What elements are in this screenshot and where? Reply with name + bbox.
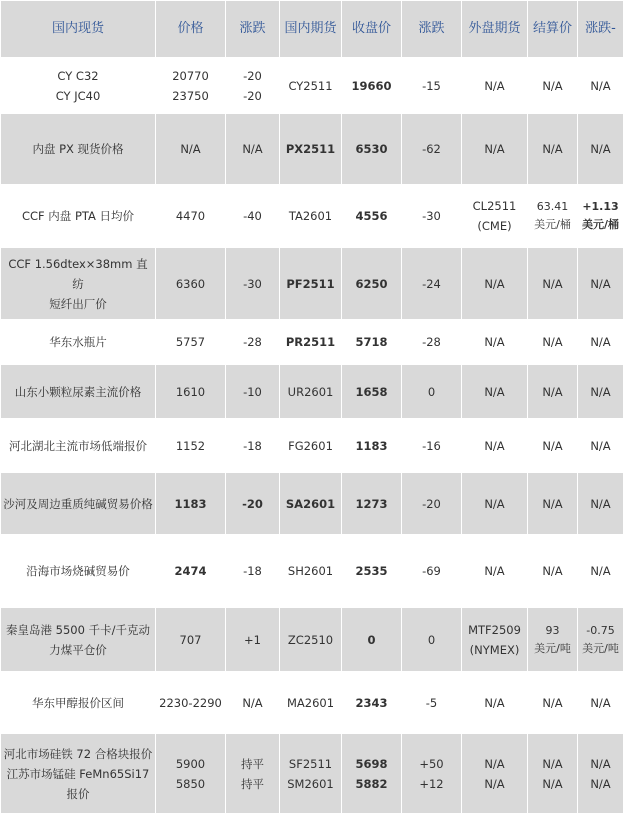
cell-line: N/A: [590, 564, 610, 578]
header-domestic-spot: 国内现货: [1, 1, 156, 58]
cell-line: -30: [422, 209, 441, 223]
cell-settle-price: [528, 473, 578, 535]
cell-spot-change: [226, 473, 280, 535]
cell-spot-price: [156, 672, 226, 734]
cell-line: 河北市场硅铁 72 合格块报价: [4, 747, 152, 761]
cell-spot-price: [156, 114, 226, 185]
cell-futures-code: [280, 734, 342, 814]
cell-settle-price: [528, 320, 578, 365]
cell-line: UR2601: [288, 385, 334, 399]
cell-line: -20: [243, 69, 262, 83]
header-change: 涨跌: [226, 1, 280, 58]
cell-spot-change: [226, 608, 280, 672]
cell-spot-price: [156, 365, 226, 419]
cell-futures-code: [280, 608, 342, 672]
table-row: [1, 320, 623, 365]
cell-line: 20770: [172, 69, 209, 83]
cell-line: 短纤出厂价: [49, 297, 107, 311]
cell-line: N/A: [484, 757, 504, 771]
cell-line: PF2511: [286, 277, 334, 291]
cell-futures-close: [342, 419, 402, 473]
cell-line: 1152: [176, 439, 205, 453]
cell-overseas-code: [462, 672, 528, 734]
cell-line: 6530: [355, 142, 387, 156]
cell-futures-change: [402, 473, 462, 535]
cell-spot-change: [226, 58, 280, 114]
cell-line: -0.75: [586, 624, 614, 637]
cell-line: FG2601: [288, 439, 333, 453]
cell-line: 5698: [355, 757, 387, 771]
cell-futures-code: [280, 365, 342, 419]
cell-spot-name: [1, 114, 156, 185]
cell-futures-close: [342, 365, 402, 419]
cell-futures-code: [280, 419, 342, 473]
cell-futures-change: [402, 365, 462, 419]
cell-line: N/A: [590, 696, 610, 710]
cell-spot-name: [1, 672, 156, 734]
cell-line: N/A: [180, 142, 200, 156]
cell-line: -16: [422, 439, 441, 453]
cell-line: N/A: [484, 497, 504, 511]
cell-line: -24: [422, 277, 441, 291]
cell-settle-price: [528, 248, 578, 320]
cell-line: 秦皇岛港 5500 千卡/千克动: [6, 623, 150, 637]
header-futures-change: 涨跌: [402, 1, 462, 58]
cell-line: N/A: [484, 79, 504, 93]
cell-line: (NYMEX): [470, 643, 520, 657]
cell-line: -20: [243, 89, 262, 103]
cell-line: N/A: [484, 277, 504, 291]
cell-spot-price: [156, 185, 226, 248]
cell-line: N/A: [484, 696, 504, 710]
cell-line: N/A: [590, 385, 610, 399]
cell-line: 23750: [172, 89, 209, 103]
cell-line: N/A: [484, 564, 504, 578]
cell-line: 沙河及周边重质纯碱贸易价格: [3, 497, 153, 511]
cell-spot-change: [226, 185, 280, 248]
cell-line: 持平: [241, 757, 264, 771]
cell-spot-price: [156, 473, 226, 535]
cell-line: SF2511: [289, 757, 332, 771]
cell-line: N/A: [484, 777, 504, 791]
cell-line: CL2511: [473, 199, 517, 213]
cell-line: 93: [546, 624, 560, 637]
cell-line: N/A: [590, 439, 610, 453]
cell-spot-price: [156, 320, 226, 365]
cell-futures-code: [280, 672, 342, 734]
cell-line: 沿海市场烧碱贸易价: [26, 564, 130, 578]
cell-spot-change: [226, 734, 280, 814]
cell-line: 5900: [176, 757, 205, 771]
cell-line: 美元/吨: [582, 642, 619, 655]
header-domestic-futures: 国内期货: [280, 1, 342, 58]
cell-overseas-code: [462, 320, 528, 365]
cell-spot-name: [1, 608, 156, 672]
cell-line: 河北湖北主流市场低端报价: [9, 439, 147, 453]
cell-spot-name: [1, 185, 156, 248]
cell-spot-price: [156, 58, 226, 114]
cell-futures-close: [342, 608, 402, 672]
cell-spot-price: [156, 419, 226, 473]
cell-spot-name: [1, 58, 156, 114]
cell-futures-code: [280, 248, 342, 320]
cell-futures-change: [402, 419, 462, 473]
cell-line: N/A: [542, 757, 562, 771]
cell-line: N/A: [484, 385, 504, 399]
cell-settle-change: [578, 535, 623, 608]
cell-line: -62: [422, 142, 441, 156]
cell-line: N/A: [542, 335, 562, 349]
cell-overseas-code: [462, 58, 528, 114]
cell-futures-close: [342, 248, 402, 320]
cell-line: CY C32: [57, 69, 98, 83]
cell-overseas-code: [462, 734, 528, 814]
header-settle-price: 结算价: [528, 1, 578, 58]
cell-line: -10: [243, 385, 262, 399]
cell-line: 1183: [174, 497, 206, 511]
cell-line: 707: [180, 633, 202, 647]
cell-settle-price: [528, 672, 578, 734]
cell-line: 2230-2290: [159, 696, 222, 710]
cell-line: N/A: [542, 777, 562, 791]
cell-line: CY2511: [288, 79, 332, 93]
cell-line: N/A: [542, 564, 562, 578]
cell-settle-change: [578, 473, 623, 535]
cell-line: 19660: [351, 79, 391, 93]
cell-line: 1610: [176, 385, 205, 399]
cell-futures-close: [342, 734, 402, 814]
cell-line: N/A: [590, 497, 610, 511]
cell-spot-change: [226, 419, 280, 473]
cell-line: N/A: [542, 277, 562, 291]
cell-futures-close: [342, 473, 402, 535]
cell-line: (CME): [477, 219, 511, 233]
cell-futures-change: [402, 114, 462, 185]
cell-line: SA2601: [286, 497, 335, 511]
cell-futures-change: [402, 185, 462, 248]
cell-line: 5757: [176, 335, 205, 349]
cell-line: 1658: [355, 385, 387, 399]
cell-line: +50: [419, 757, 443, 771]
cell-line: N/A: [242, 142, 262, 156]
cell-spot-change: [226, 535, 280, 608]
cell-futures-code: [280, 535, 342, 608]
cell-line: 4470: [176, 209, 205, 223]
cell-line: N/A: [590, 777, 610, 791]
cell-spot-name: [1, 734, 156, 814]
cell-line: +12: [419, 777, 443, 791]
cell-futures-close: [342, 320, 402, 365]
cell-overseas-code: [462, 114, 528, 185]
cell-settle-price: [528, 365, 578, 419]
cell-settle-price: [528, 114, 578, 185]
cell-settle-change: [578, 320, 623, 365]
cell-line: 5882: [355, 777, 387, 791]
cell-line: -5: [426, 696, 437, 710]
cell-settle-price: [528, 419, 578, 473]
cell-line: 美元/桶: [582, 218, 619, 231]
cell-spot-price: [156, 248, 226, 320]
table-row: [1, 114, 623, 185]
cell-futures-change: [402, 535, 462, 608]
cell-line: 2343: [355, 696, 387, 710]
cell-line: N/A: [542, 385, 562, 399]
cell-overseas-code: [462, 608, 528, 672]
table-row: [1, 58, 623, 114]
cell-line: 4556: [355, 209, 387, 223]
cell-settle-change: [578, 608, 623, 672]
cell-settle-change: [578, 185, 623, 248]
cell-line: MA2601: [287, 696, 334, 710]
cell-line: 5850: [176, 777, 205, 791]
cell-line: N/A: [542, 439, 562, 453]
cell-line: 华东水瓶片: [49, 335, 107, 349]
header-settle-change: 涨跌-: [578, 1, 623, 58]
cell-line: 63.41: [537, 200, 569, 213]
cell-futures-change: [402, 248, 462, 320]
cell-spot-change: [226, 114, 280, 185]
cell-line: -28: [422, 335, 441, 349]
cell-line: 1183: [355, 439, 387, 453]
cell-line: N/A: [542, 497, 562, 511]
cell-line: 5718: [355, 335, 387, 349]
cell-line: 2474: [174, 564, 206, 578]
cell-futures-code: [280, 320, 342, 365]
cell-line: 0: [428, 633, 435, 647]
cell-line: -20: [242, 497, 263, 511]
cell-spot-name: [1, 473, 156, 535]
cell-line: N/A: [484, 142, 504, 156]
cell-line: -20: [422, 497, 441, 511]
cell-spot-change: [226, 320, 280, 365]
cell-spot-price: [156, 535, 226, 608]
cell-line: PX2511: [286, 142, 335, 156]
cell-line: -18: [243, 564, 262, 578]
cell-line: -30: [243, 277, 262, 291]
table-row: [1, 535, 623, 608]
cell-spot-change: [226, 248, 280, 320]
cell-line: 山东小颗粒尿素主流价格: [15, 385, 142, 399]
cell-line: 美元/吨: [534, 642, 571, 655]
cell-futures-change: [402, 734, 462, 814]
cell-futures-code: [280, 473, 342, 535]
cell-spot-change: [226, 672, 280, 734]
cell-futures-change: [402, 320, 462, 365]
cell-settle-change: [578, 58, 623, 114]
cell-line: -15: [422, 79, 441, 93]
cell-line: CY JC40: [56, 89, 101, 103]
cell-line: 力煤平仓价: [49, 643, 107, 657]
cell-overseas-code: [462, 185, 528, 248]
cell-line: -40: [243, 209, 262, 223]
cell-settle-change: [578, 248, 623, 320]
cell-spot-name: [1, 365, 156, 419]
cell-line: SH2601: [288, 564, 333, 578]
cell-line: ZC2510: [288, 633, 333, 647]
cell-line: -28: [243, 335, 262, 349]
cell-settle-price: [528, 185, 578, 248]
cell-line: -69: [422, 564, 441, 578]
cell-line: TA2601: [289, 209, 332, 223]
cell-line: +1: [244, 633, 261, 647]
cell-line: N/A: [590, 142, 610, 156]
cell-line: N/A: [590, 277, 610, 291]
cell-line: PR2511: [286, 335, 335, 349]
cell-line: 6250: [355, 277, 387, 291]
cell-spot-price: [156, 608, 226, 672]
cell-futures-code: [280, 185, 342, 248]
cell-line: N/A: [542, 142, 562, 156]
header-close-price: 收盘价: [342, 1, 402, 58]
cell-overseas-code: [462, 365, 528, 419]
table-row: [1, 419, 623, 473]
table-row: [1, 365, 623, 419]
cell-futures-close: [342, 535, 402, 608]
cell-line: 持平: [241, 777, 264, 791]
cell-overseas-code: [462, 248, 528, 320]
cell-settle-price: [528, 535, 578, 608]
cell-settle-change: [578, 114, 623, 185]
cell-line: N/A: [484, 335, 504, 349]
table-row: [1, 185, 623, 248]
table-row: [1, 672, 623, 734]
cell-line: 2535: [355, 564, 387, 578]
header-overseas-futures: 外盘期货: [462, 1, 528, 58]
cell-spot-name: [1, 248, 156, 320]
cell-line: +1.13: [582, 200, 618, 213]
cell-spot-price: [156, 734, 226, 814]
cell-futures-code: [280, 114, 342, 185]
cell-line: N/A: [590, 79, 610, 93]
cell-spot-name: [1, 320, 156, 365]
cell-line: SM2601: [287, 777, 334, 791]
cell-settle-change: [578, 365, 623, 419]
cell-settle-price: [528, 58, 578, 114]
cell-spot-change: [226, 365, 280, 419]
header-price: 价格: [156, 1, 226, 58]
cell-line: N/A: [590, 757, 610, 771]
cell-futures-close: [342, 114, 402, 185]
cell-line: 0: [428, 385, 435, 399]
cell-line: N/A: [542, 696, 562, 710]
cell-futures-change: [402, 58, 462, 114]
cell-line: 内盘 PX 现货价格: [32, 142, 123, 156]
cell-line: 江苏市场锰硅 FeMn65Si17: [7, 767, 150, 781]
cell-futures-close: [342, 58, 402, 114]
cell-line: N/A: [484, 439, 504, 453]
header-row: [1, 1, 623, 58]
cell-line: N/A: [542, 79, 562, 93]
table-row: [1, 734, 623, 814]
cell-futures-change: [402, 608, 462, 672]
cell-line: 6360: [176, 277, 205, 291]
cell-line: 华东甲醇报价区间: [32, 696, 124, 710]
cell-futures-code: [280, 58, 342, 114]
cell-line: N/A: [242, 696, 262, 710]
cell-line: MTF2509: [468, 623, 521, 637]
cell-futures-close: [342, 672, 402, 734]
cell-overseas-code: [462, 535, 528, 608]
cell-settle-price: [528, 734, 578, 814]
table-row: [1, 473, 623, 535]
cell-line: 1273: [355, 497, 387, 511]
table-row: [1, 608, 623, 672]
table-row: [1, 248, 623, 320]
cell-settle-change: [578, 672, 623, 734]
cell-line: 报价: [67, 787, 90, 801]
cell-futures-change: [402, 672, 462, 734]
cell-spot-name: [1, 419, 156, 473]
cell-settle-price: [528, 608, 578, 672]
cell-line: 美元/桶: [534, 218, 571, 231]
cell-line: N/A: [590, 335, 610, 349]
cell-settle-change: [578, 734, 623, 814]
cell-settle-change: [578, 419, 623, 473]
cell-line: CCF 1.56dtex×38mm 直纺: [8, 257, 147, 291]
cell-line: 0: [367, 633, 375, 647]
cell-futures-close: [342, 185, 402, 248]
cell-spot-name: [1, 535, 156, 608]
cell-line: CCF 内盘 PTA 日均价: [22, 209, 134, 223]
cell-line: -18: [243, 439, 262, 453]
cell-overseas-code: [462, 473, 528, 535]
cell-overseas-code: [462, 419, 528, 473]
